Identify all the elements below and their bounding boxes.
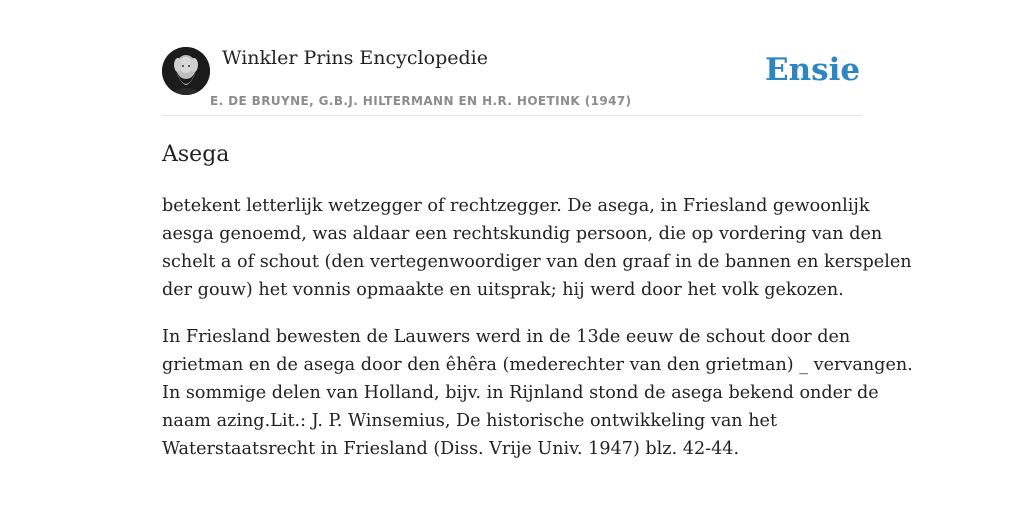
article-paragraph-2 xyxy=(162,323,913,463)
source-authors: E. DE BRUYNE, G.B.J. HILTERMANN EN H.R. HOETINK (1947) xyxy=(210,94,632,108)
source-title[interactable]: Winkler Prins Encyclopedie xyxy=(222,47,488,69)
paragraph-line: betekent letterlijk wetzegger of rechtzegger. De asega, in Friesland gewoonlijk xyxy=(162,196,870,216)
paragraph-line: der gouw) het vonnis opmaakte en uitsprak; hij werd door het volk gekozen. xyxy=(162,280,844,300)
paragraph-line: schelt a of schout (den vertegenwoordiger van den graaf in de bannen en kerspelen xyxy=(162,252,912,272)
author-portrait-icon xyxy=(162,47,210,95)
paragraph-line: aesga genoemd, was aldaar een rechtskundig persoon, die op vordering van den xyxy=(162,224,883,244)
brand-logo[interactable]: Ensie xyxy=(765,52,861,88)
paragraph-line: naam azing.Lit.: J. P. Winsemius, De historische ontwikkeling van het xyxy=(162,411,778,431)
paragraph-line: In Friesland bewesten de Lauwers werd in de 13de eeuw de schout door den xyxy=(162,327,851,347)
article-paragraph-1 xyxy=(162,192,912,304)
paragraph-line: Waterstaatsrecht in Friesland (Diss. Vrije Univ. 1947) blz. 42-44. xyxy=(162,439,740,459)
paragraph-line: grietman en de asega door den êhêra (mederechter van den grietman) _ vervangen. xyxy=(162,355,913,375)
header-divider xyxy=(162,115,862,116)
article-title: Asega xyxy=(162,142,230,167)
paragraph-line: In sommige delen van Holland, bijv. in Rijnland stond de asega bekend onder de xyxy=(162,383,879,403)
